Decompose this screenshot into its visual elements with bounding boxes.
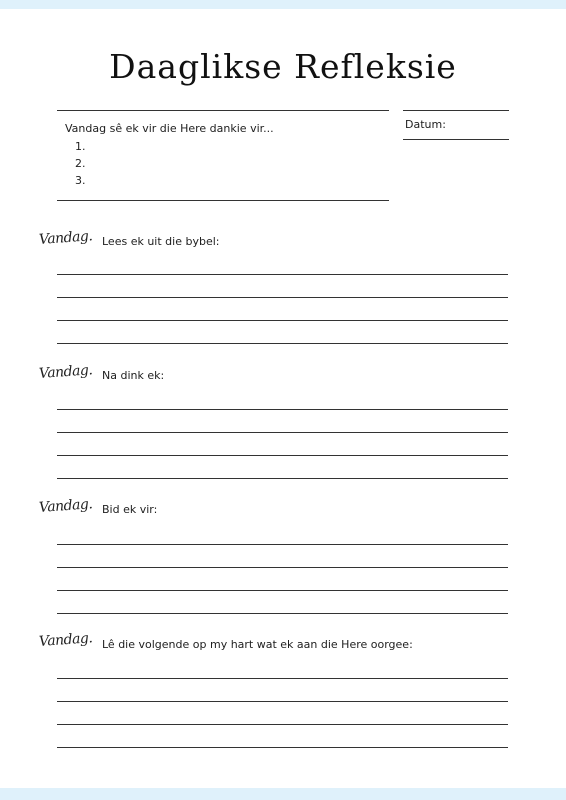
section-1-write-line [57, 343, 508, 344]
section-3-write-line [57, 567, 508, 568]
date-bottom-line [403, 139, 509, 140]
section-1-write-line [57, 297, 508, 298]
section-1-script-heading: Vandag. [38, 228, 93, 248]
gratitude-bottom-line [57, 200, 389, 201]
section-4-write-line [57, 701, 508, 702]
date-top-line [403, 110, 509, 111]
gratitude-item-2: 2. [75, 157, 86, 170]
section-2-write-line [57, 478, 508, 479]
section-4-write-line [57, 678, 508, 679]
section-2-write-line [57, 409, 508, 410]
section-3-write-line [57, 544, 508, 545]
section-2-prompt: Na dink ek: [102, 369, 165, 382]
section-4-prompt: Lê die volgende op my hart wat ek aan die Here oorgee: [102, 638, 413, 651]
date-label: Datum: [405, 118, 446, 131]
section-4-write-line [57, 724, 508, 725]
bottom-color-band [0, 788, 566, 800]
section-3-write-line [57, 613, 508, 614]
gratitude-top-line [57, 110, 389, 111]
section-4-write-line [57, 747, 508, 748]
section-1-write-line [57, 320, 508, 321]
section-2-write-line [57, 432, 508, 433]
gratitude-item-1: 1. [75, 140, 86, 153]
section-4-script-heading: Vandag. [38, 630, 93, 650]
page-title: Daaglikse Refleksie [109, 47, 457, 86]
section-2-script-heading: Vandag. [38, 362, 93, 382]
gratitude-prompt: Vandag sê ek vir die Here dankie vir... [65, 122, 274, 135]
section-3-script-heading: Vandag. [38, 496, 93, 516]
section-2-write-line [57, 455, 508, 456]
gratitude-item-3: 3. [75, 174, 86, 187]
top-color-band [0, 0, 566, 9]
section-1-write-line [57, 274, 508, 275]
section-3-prompt: Bid ek vir: [102, 503, 158, 516]
section-3-write-line [57, 590, 508, 591]
section-1-prompt: Lees ek uit die bybel: [102, 235, 220, 248]
